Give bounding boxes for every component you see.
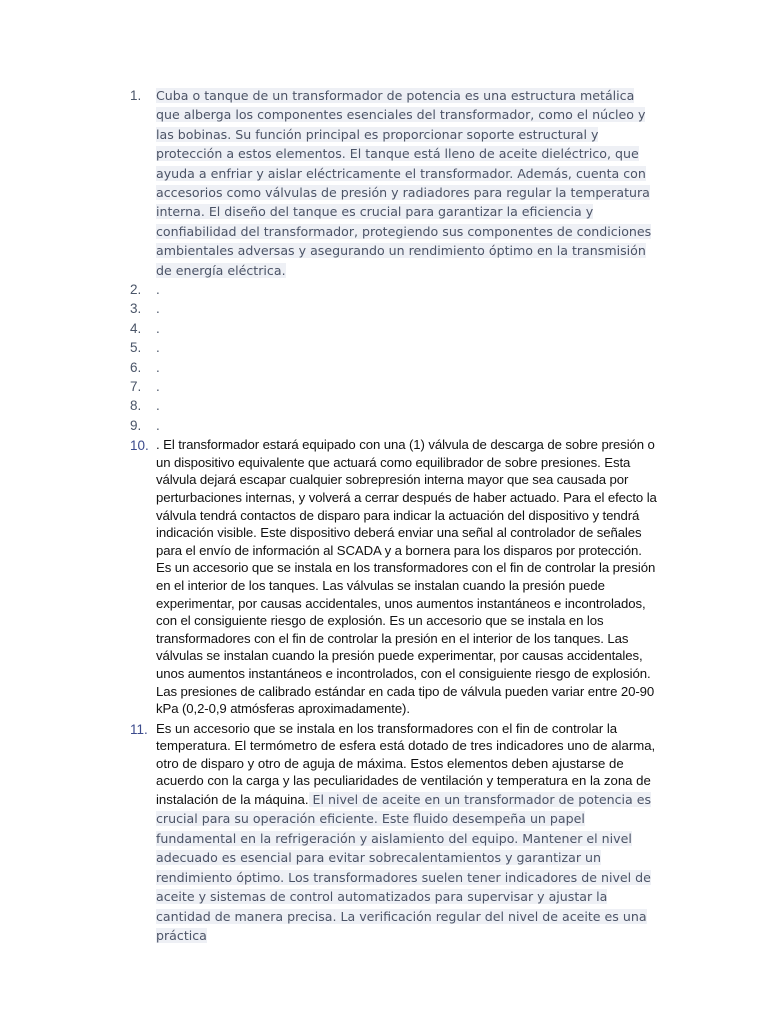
- list-text-10: . El transformador estará equipado con una (1) válvula de descarga de sobre presión o un dispositivo equivalente que actuará como equilibrador de sobre presiones. Esta válvula dejará escapar cualquier sobrepresión interna mayor que sea causada por perturbaciones internas, y volverá a cerrar después de haber actuado. Para el efecto la válvula tendrá contactos de disparo para indicar la actuación del dispositivo y tendrá indicación visible. Este dispositivo deberá enviar una señal al controlador de señales para el envío de información al SCADA y a bornera para los disparos por protección. Es un accesorio que se instala en los transformadores con el fin de controlar la presión en el interior de los tanques. Las válvulas se instalan cuando la presión puede experimentar, por causas accidentales, unos aumentos instantáneos e incontrolados, con el consiguiente riesgo de explosión. Es un accesorio que se instala en los transformadores con el fin de controlar la presión en el interior de los tanques. Las válvulas se instalan cuando la presión puede experimentar, por causas accidentales, unos aumentos instantáneos e incontrolados, con el consiguiente riesgo de explosión. Las presiones de calibrado estándar en cada tipo de válvula pueden variar entre 20-90 kPa (0,2-0,9 atmósferas aproximadamente).: [156, 437, 657, 717]
- list-text-11-plain: Es un accesorio que se instala en los transformadores con el fin de controlar la temperatura. El termómetro de esfera está dotado de tres indicadores uno de alarma, otro de disparo y otro de aguja de máxima. Estos elementos deben ajustarse de acuerdo con la carga y las peculiaridades de ventilación y temperatura en la zona de instalación de la máquina.: [156, 720, 656, 808]
- list-number-1: 1.: [130, 88, 142, 103]
- list-number-10: 10.: [130, 438, 149, 454]
- list-item-8: [130, 396, 660, 415]
- list-number-6: 6.: [130, 359, 142, 375]
- list-text-8: .: [156, 398, 160, 414]
- list-number-2: 2.: [130, 282, 142, 298]
- list-text-5: .: [156, 340, 160, 356]
- list-item-5: [130, 338, 660, 357]
- list-number-7: 7.: [130, 379, 142, 395]
- list-number-3: 3.: [130, 301, 142, 317]
- list-number-11: 11.: [130, 721, 148, 737]
- list-text-3: .: [156, 301, 160, 317]
- list-number-4: 4.: [130, 320, 142, 336]
- list-text-6: .: [156, 359, 160, 375]
- numbered-list: [130, 86, 660, 945]
- list-item-2: [130, 280, 660, 299]
- list-item-6: [130, 358, 660, 377]
- list-text-4: .: [156, 320, 160, 336]
- list-item-10: [130, 436, 660, 718]
- list-number-8: 8.: [130, 398, 142, 414]
- list-text-7: .: [156, 379, 160, 395]
- list-text-2: .: [156, 282, 160, 298]
- list-text-1: Cuba o tanque de un transformador de potencia es una estructura metálica que alberga los componentes esenciales del transformador, como el núcleo y las bobinas. Su función principal es proporcionar soporte estructural y protección a estos elementos. El tanque está lleno de aceite dieléctrico, que ayuda a enfriar y aislar eléctricamente el transformador. Además, cuenta con accesorios como válvulas de presión y radiadores para regular la temperatura interna. El diseño del tanque es crucial para garantizar la eficiencia y confiabilidad del transformador, protegiendo sus componentes de condiciones ambientales adversas y asegurando un rendimiento óptimo en la transmisión de energía eléctrica.: [156, 88, 652, 278]
- list-item-7: [130, 377, 660, 396]
- list-number-9: 9.: [130, 417, 142, 433]
- list-item-3: [130, 299, 660, 318]
- list-text-9: .: [156, 417, 160, 433]
- list-number-5: 5.: [130, 340, 142, 356]
- list-item-11: [130, 720, 660, 946]
- list-text-11-highlighted: El nivel de aceite en un transformador de potencia es crucial para su operación eficiente. Este fluido desempeña un papel fundamental en la refrigeración y aislamiento del equipo. Mantener el nivel adecuado es esencial para evitar sobrecalentamientos y garantizar un rendimiento óptimo. Los transformadores suelen tener indicadores de nivel de aceite y sistemas de control automatizados para supervisar y ajustar la cantidad de manera precisa. La verificación regular del nivel de aceite es una práctica: [156, 792, 652, 943]
- list-item-9: [130, 416, 660, 435]
- list-item-4: [130, 319, 660, 338]
- list-item-1: [130, 86, 660, 280]
